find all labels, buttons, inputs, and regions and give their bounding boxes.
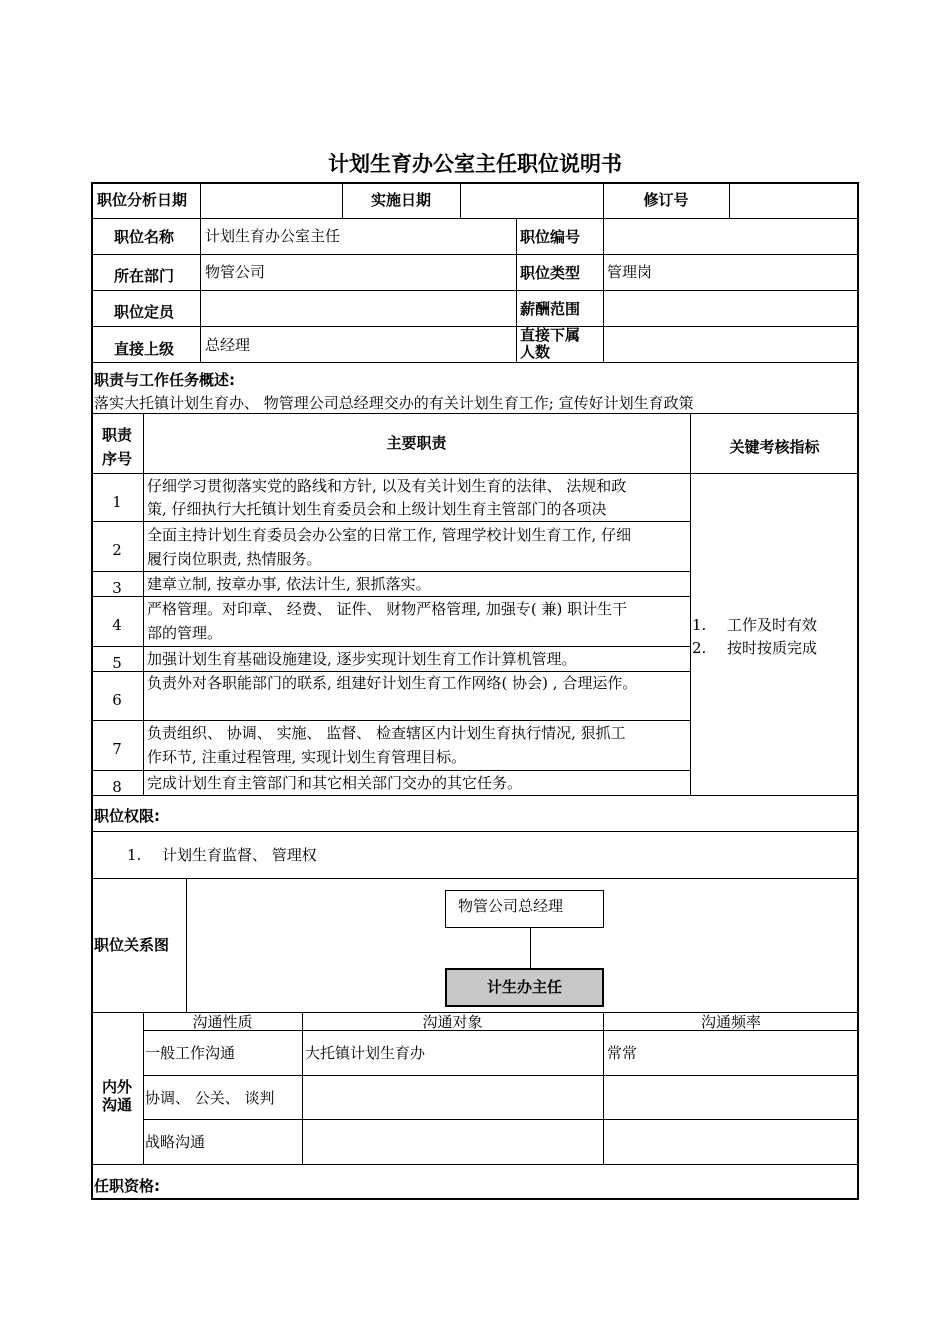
column-divider [690,413,691,795]
duty-text: 加强计划生育基础设施建设, 逐步实现计划生育工作计算机管理。 [147,650,577,668]
column-divider [603,218,604,363]
duty-text: 完成计划生育主管部门和其它相关部门交办的其它任务。 [147,774,523,792]
document-title: 计划生育办公室主任职位说明书 [328,152,622,176]
summary-label: 职责与工作任务概述: [94,371,235,389]
column-divider [729,182,730,218]
row-divider [143,1075,859,1076]
subordinates-label-line2: 人数 [520,343,551,361]
communication-label-line2: 沟通 [101,1096,132,1114]
row-divider [91,831,859,832]
summary-text: 落实大托镇计划生育办、 物管理公司总经理交办的有关计划生育工作; 宣传好计划生育政策 [94,394,694,412]
communication-nature: 协调、 公关、 谈判 [145,1089,275,1107]
row-divider [91,326,859,327]
position-name-label: 职位名称 [114,228,175,246]
authority-number: 1. [127,846,142,864]
org-self-title: 计生办主任 [486,978,562,996]
main-duties-label: 主要职责 [386,434,447,452]
subordinates-label-line1: 直接下属 [520,326,581,344]
communication-frequency: 常常 [607,1044,638,1062]
communication-header-nature: 沟通性质 [192,1013,253,1031]
position-code-label: 职位编号 [520,228,581,246]
duty-text: 策, 仔细执行大托镇计划生育委员会和上级计划生育主管部门的各项决 [147,500,607,518]
communication-nature: 一般工作沟通 [145,1044,236,1062]
kpi-number: 2. [692,639,707,657]
qualifications-label: 任职资格: [94,1177,160,1195]
authority-label: 职位权限: [94,807,160,825]
row-divider [91,878,859,879]
communication-nature: 战略沟通 [145,1133,206,1151]
communication-header-target: 沟通对象 [422,1013,483,1031]
row-divider [91,290,859,291]
supervisor-value: 总经理 [205,336,251,354]
duty-number: 3 [112,579,122,597]
duty-number: 8 [112,778,122,796]
duty-number: 7 [112,740,122,758]
position-type-value: 管理岗 [607,263,653,281]
supervisor-label: 直接上级 [114,340,175,358]
column-divider [516,218,517,363]
duty-number: 2 [112,541,122,559]
duty-number: 1 [112,493,122,511]
column-divider [186,878,187,1012]
org-self-box [445,968,604,1007]
kpi-number: 1. [692,616,707,634]
row-divider [91,1164,859,1165]
revision-label: 修订号 [643,191,689,209]
duty-number-label-line1: 职责 [101,426,132,444]
column-divider [200,182,201,363]
org-connector-line [530,928,531,969]
column-divider [143,413,144,795]
department-value: 物管公司 [205,263,266,281]
duty-number: 6 [112,691,122,709]
duty-number-label-line2: 序号 [101,450,132,468]
effective-date-label: 实施日期 [370,191,431,209]
duty-text: 部的管理。 [147,624,223,642]
duty-text: 负责组织、 协调、 实施、 监督、 检查辖区内计划生育执行情况, 狠抓工 [147,724,626,742]
column-divider [603,1012,604,1164]
duty-text: 全面主持计划生育委员会办公室的日常工作, 管理学校计划生育工作, 仔细 [147,526,632,544]
kpi-text: 按时按质完成 [727,639,818,657]
analysis-date-label: 职位分析日期 [97,191,188,209]
duty-text: 仔细学习贯彻落实党的路线和方针, 以及有关计划生育的法律、 法规和政 [147,477,627,495]
kpi-label: 关键考核指标 [729,438,820,456]
row-divider [91,362,859,363]
communication-target: 大托镇计划生育办 [305,1044,426,1062]
row-divider [91,521,691,522]
salary-range-label: 薪酬范围 [520,300,581,318]
communication-header-frequency: 沟通频率 [700,1013,761,1031]
column-divider [460,182,461,218]
authority-text: 计划生育监督、 管理权 [162,846,317,864]
position-name-value: 计划生育办公室主任 [205,227,341,245]
column-divider [302,1012,303,1164]
org-superior-box [445,890,604,928]
org-chart-label: 职位关系图 [94,936,170,954]
row-divider [91,218,859,219]
duty-text: 负责外对各职能部门的联系, 组建好计划生育工作网络( 协会) , 合理运作。 [147,674,638,692]
duty-text: 严格管理。对印章、 经费、 证件、 财物严格管理, 加强专( 兼) 职计生干 [147,600,628,618]
org-superior-title: 物管公司总经理 [458,897,564,915]
department-label: 所在部门 [114,267,175,285]
communication-label-line1: 内外 [101,1078,132,1096]
duty-number: 5 [112,654,122,672]
duty-number: 4 [112,616,122,634]
kpi-text: 工作及时有效 [727,616,818,634]
row-divider [91,254,859,255]
column-divider [143,1012,144,1164]
duty-text: 作环节, 注重过程管理, 实现计划生育管理目标。 [147,748,467,766]
row-divider [91,795,859,796]
position-type-label: 职位类型 [520,264,581,282]
duty-text: 建章立制, 按章办事, 依法计生, 狠抓落实。 [147,575,431,593]
headcount-label: 职位定员 [114,303,175,321]
row-divider [143,1119,859,1120]
duty-text: 履行岗位职责, 热情服务。 [147,550,322,568]
